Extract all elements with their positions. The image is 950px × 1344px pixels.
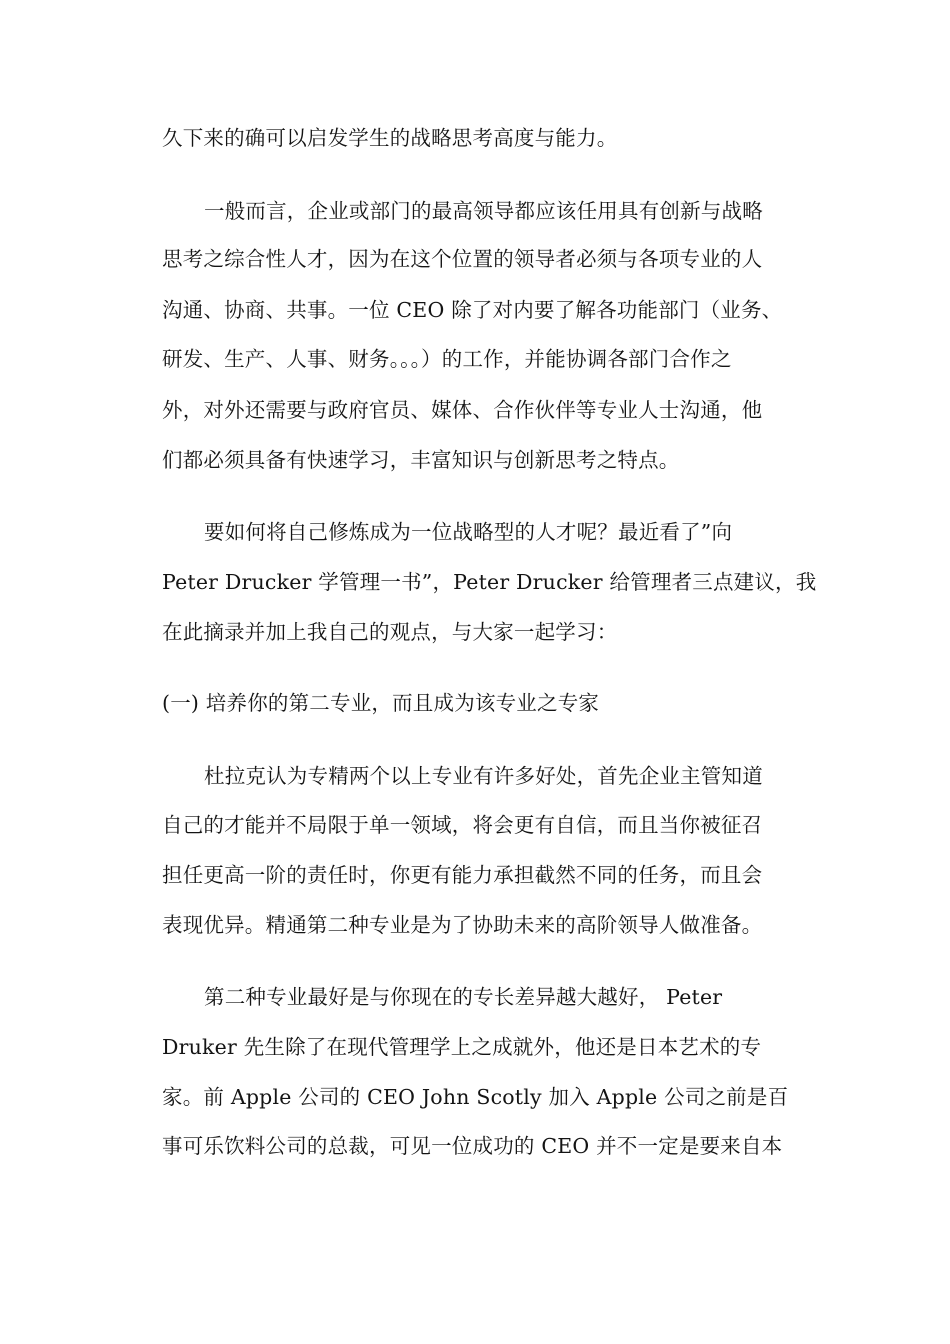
paragraph-line: Peter Drucker 学管理一书”，Peter Drucker 给管理者三点建议，我 xyxy=(162,570,817,594)
paragraph-line: 表现优异。精通第二种专业是为了协助未来的高阶领导人做准备。 xyxy=(162,913,763,937)
paragraph-line: 研发、生产、人事、财务。。。）的工作，并能协调各部门合作之 xyxy=(162,347,732,371)
paragraph-line: 要如何将自己修炼成为一位战略型的人才呢？最近看了”向 xyxy=(204,520,733,544)
paragraph-line: 杜拉克认为专精两个以上专业有许多好处，首先企业主管知道 xyxy=(204,764,763,788)
paragraph-line: 沟通、协商、共事。一位 CEO 除了对内要了解各功能部门（业务、 xyxy=(162,298,783,322)
paragraph-line: 思考之综合性人才，因为在这个位置的领导者必须与各项专业的人 xyxy=(162,247,763,271)
paragraph-line: 外，对外还需要与政府官员、媒体、合作伙伴等专业人士沟通，他 xyxy=(162,398,763,422)
paragraph-line: 在此摘录并加上我自己的观点，与大家一起学习： xyxy=(162,620,618,644)
section-heading: (一) 培养你的第二专业，而且成为该专业之专家 xyxy=(162,691,600,715)
paragraph-line: 担任更高一阶的责任时，你更有能力承担截然不同的任务，而且会 xyxy=(162,863,763,887)
paragraph-line: 事可乐饮料公司的总裁，可见一位成功的 CEO 并不一定是要来自本 xyxy=(162,1134,783,1158)
paragraph-line: 久下来的确可以启发学生的战略思考高度与能力。 xyxy=(162,126,618,150)
paragraph-line: 家。前 Apple 公司的 CEO John Scotly 加入 Apple 公司之前是百 xyxy=(162,1085,789,1109)
paragraph-line: Druker 先生除了在现代管理学上之成就外，他还是日本艺术的专 xyxy=(162,1035,762,1059)
paragraph-line: 一般而言，企业或部门的最高领导都应该任用具有创新与战略 xyxy=(204,199,763,223)
paragraph-line: 自己的才能并不局限于单一领域，将会更有自信，而且当你被征召 xyxy=(162,813,763,837)
paragraph-line: 第二种专业最好是与你现在的专长差异越大越好， Peter xyxy=(204,985,723,1009)
paragraph-line: 们都必须具备有快速学习，丰富知识与创新思考之特点。 xyxy=(162,448,680,472)
